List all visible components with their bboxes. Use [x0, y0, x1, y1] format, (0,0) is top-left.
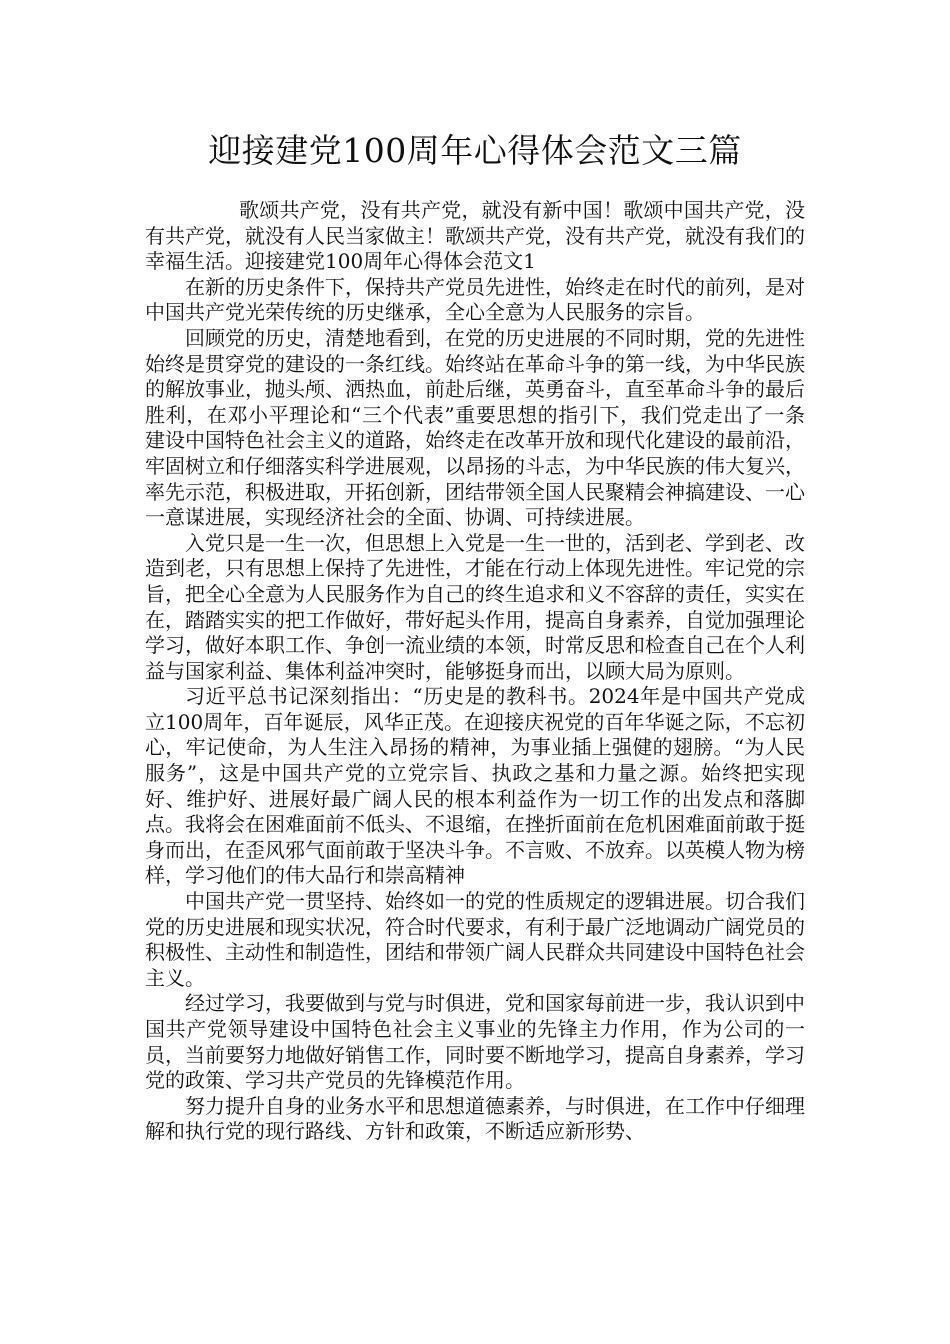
paragraph: 回顾党的历史，清楚地看到，在党的历史进展的不同时期，党的先进性始终是贯穿党的建设的一条红线。始终站在革命斗争的第一线，为中华民族的解放事业，抛头颅、洒热血，前赴后继，英勇奋斗，直至革命斗争的最后胜利，在邓小平理论和“三个代表”重要思想的指引下，我们党走出了一条建设中国特色社会主义的道路，始终走在改革开放和现代化建设的最前沿，牢固树立和仔细落实科学进展观，以昂扬的斗志，为中华民族的伟大复兴，率先示范，积极进取，开拓创新，团结带领全国人民聚精会神搞建设、一心一意谋进展，实现经济社会的全面、协调、可持续进展。 — [145, 325, 805, 530]
paragraph: 经过学习，我要做到与党与时俱进，党和国家每前进一步，我认识到中国共产党领导建设中国特色社会主义事业的先锋主力作用，作为公司的一员，当前要努力地做好销售工作，同时要不断地学习，提高自身素养，学习党的政策、学习共产党员的先锋模范作用。 — [145, 991, 805, 1093]
document-title: 迎接建党100周年心得体会范文三篇 — [208, 131, 742, 170]
paragraph: 入党只是一生一次，但思想上入党是一生一世的，活到老、学到老、改造到老，只有思想上保持了先进性，才能在行动上体现先进性。牢记党的宗旨，把全心全意为人民服务作为自己的终生追求和义不容辞的责任，实实在在，踏踏实实的把工作做好，带好起头作用，提高自身素养，自觉加强理论学习，做好本职工作、争创一流业绩的本领，时常反思和检查自己在个人利益与国家利益、集体利益冲突时，能够挺身而出，以顾大局为原则。 — [145, 530, 805, 683]
paragraph: 习近平总书记深刻指出：“历史是的教科书。2024年是中国共产党成立100周年，百年诞辰，风华正茂。在迎接庆祝党的百年华诞之际，不忘初心，牢记使命，为人生注入昂扬的精神，为事业插上强健的翅膀。“为人民服务”，这是中国共产党的立党宗旨、执政之基和力量之源。始终把实现好、维护好、进展好最广阔人民的根本利益作为一切工作的出发点和落脚点。我将会在困难面前不低头、不退缩，在挫折面前在危机困难面前敢于挺身而出，在歪风邪气面前敢于坚决斗争。不言败、不放弃。以英模人物为榜样，学习他们的伟大品行和崇高精神 — [145, 684, 805, 888]
paragraph: 中国共产党一贯坚持、始终如一的党的性质规定的逻辑进展。切合我们党的历史进展和现实状况，符合时代要求，有利于最广泛地调动广阔党员的积极性、主动性和制造性，团结和带领广阔人民群众共同建设中国特色社会主义。 — [145, 889, 805, 990]
document-body — [145, 198, 805, 1145]
paragraph-intro: 歌颂共产党，没有共产党，就没有新中国！歌颂中国共产党，没有共产党，就没有人民当家做主！歌颂共产党，没有共产党，就没有我们的幸福生活。迎接建党100周年心得体会范文1 — [145, 198, 805, 274]
paragraph: 在新的历史条件下，保持共产党员先进性，始终走在时代的前列，是对中国共产党光荣传统的历史继承，全心全意为人民服务的宗旨。 — [145, 274, 805, 325]
paragraph: 努力提升自身的业务水平和思想道德素养，与时俱进，在工作中仔细理解和执行党的现行路线、方针和政策，不断适应新形势、 — [145, 1093, 805, 1144]
